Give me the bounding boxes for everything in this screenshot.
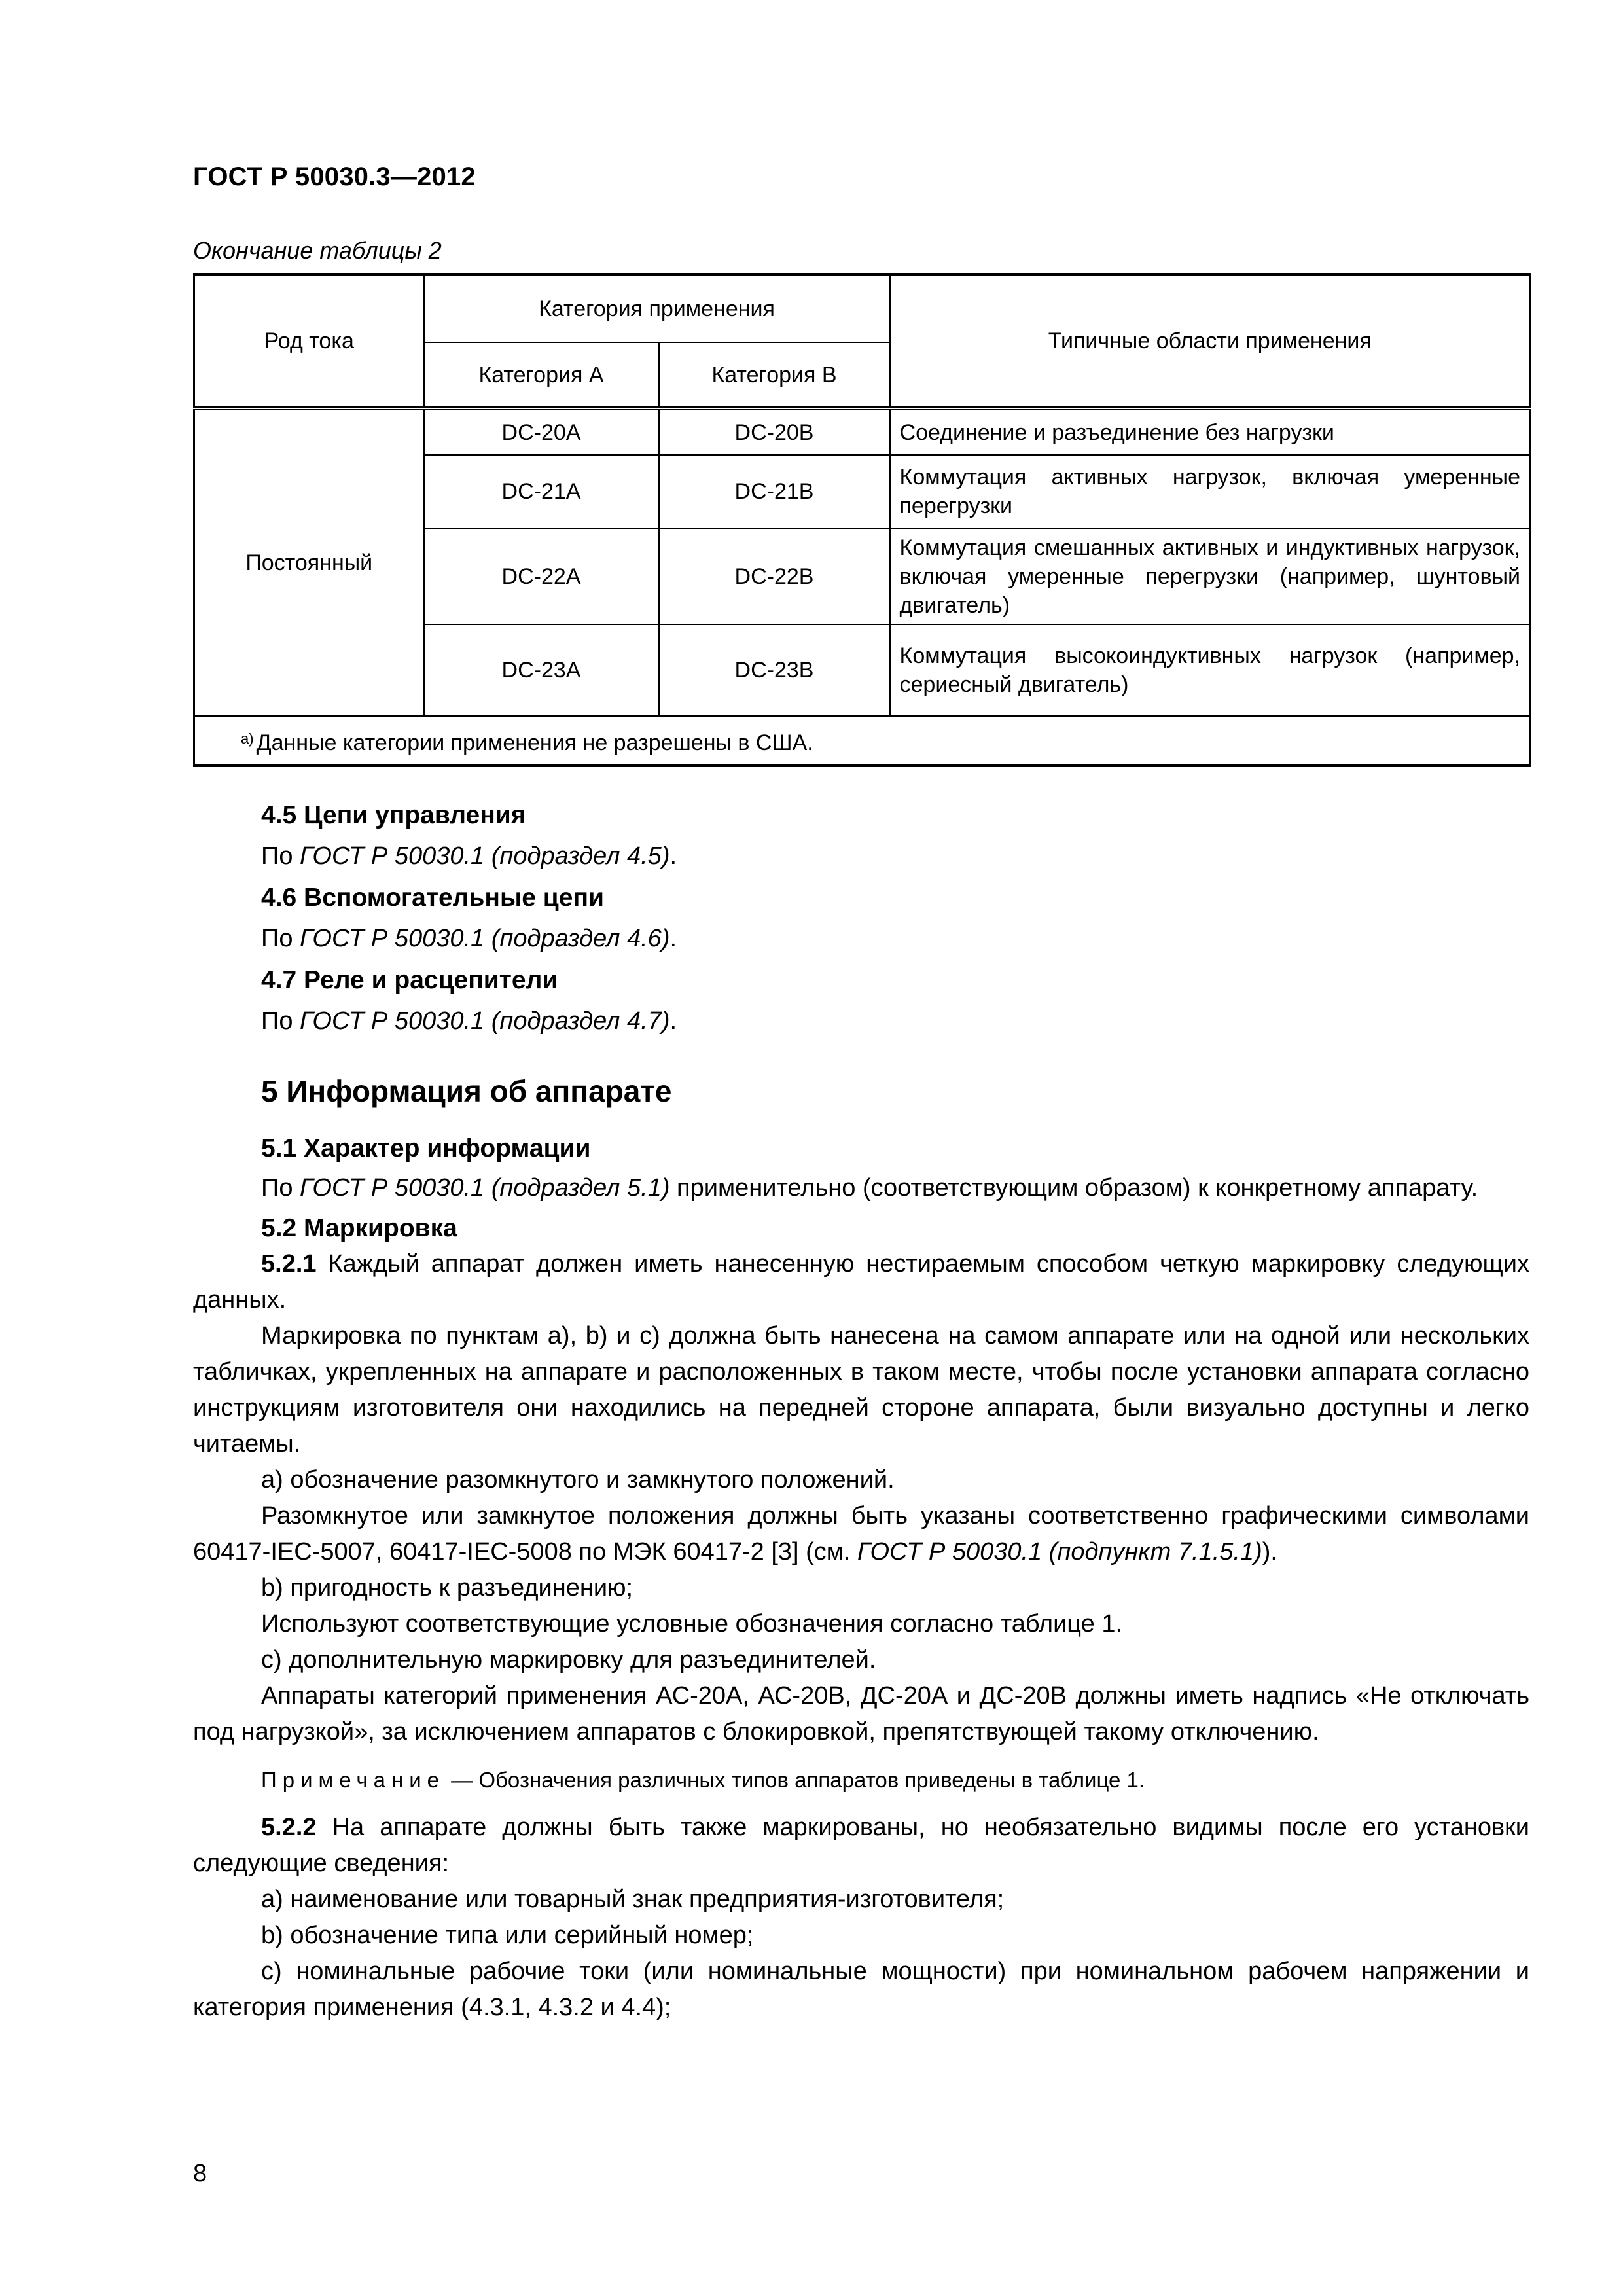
cat-b-cell: DC-22B — [659, 528, 890, 624]
cat-a-cell: DC-21A — [424, 455, 659, 528]
clause-number: 5.2.2 — [261, 1814, 317, 1841]
ref-suffix: . — [669, 1007, 677, 1035]
ref-prefix: По — [261, 925, 300, 952]
text: применительно (соответствующим образом) к конкретному аппарату. — [669, 1174, 1478, 1202]
text: Каждый аппарат должен иметь нанесенную нестираемым способом четкую маркировку следующих данных. — [193, 1250, 1529, 1314]
cat-b-cell: DC-23B — [659, 624, 890, 716]
list-item-c: с) номинальные рабочие токи (или номинальные мощности) при номинальном рабочем напряжении и категория применения (4.3.1, 4.3.2 и 4.4); — [193, 1958, 1529, 2021]
cat-a-cell: DC-23A — [424, 624, 659, 716]
header-category-a: Категория А — [424, 342, 659, 408]
page-number: 8 — [193, 2160, 207, 2187]
current-type-cell: Постоянный — [194, 408, 424, 716]
use-cell: Соединение и разъединение без нагрузки — [890, 408, 1531, 455]
table-row — [194, 408, 1531, 455]
cat-a-cell: DC-20A — [424, 408, 659, 455]
gost-link[interactable]: ГОСТ Р 50030.1 (подраздел 4.5) — [300, 842, 670, 870]
text: По — [261, 1174, 300, 1202]
header-typical-use: Типичные области применения — [890, 274, 1531, 408]
use-cell: Коммутация смешанных активных и индуктивных нагрузок, включая умеренные перегрузки (например, шунтовый двигатель) — [890, 528, 1531, 624]
list-item-a: а) наименование или товарный знак предприятия-изготовителя; — [261, 1886, 1005, 1913]
gost-link[interactable]: ГОСТ Р 50030.1 (подраздел 4.7) — [300, 1007, 670, 1035]
table1-paragraph: Используют соответствующие условные обозначения согласно таблице 1. — [261, 1610, 1123, 1638]
section-4-5-title: 4.5 Цепи управления — [261, 801, 526, 829]
categories-paragraph: Аппараты категорий применения АС-20А, АС-20В, ДС-20А и ДС-20В должны иметь надпись «Не отключать под нагрузкой», за исключением аппаратов с блокировкой, препятствующей такому отключению. — [193, 1682, 1529, 1746]
ref-prefix: По — [261, 842, 300, 870]
footnote-text: Данные категории применения не разрешены в США. — [256, 730, 813, 755]
section-4-7-title: 4.7 Реле и расцепители — [261, 966, 558, 994]
section-4-6-title: 4.6 Вспомогательные цепи — [261, 884, 604, 912]
section-4-6-reference — [193, 921, 1529, 957]
list-item-a: а) обозначение разомкнутого и замкнутого положений. — [261, 1466, 895, 1494]
ref-suffix: . — [669, 842, 677, 870]
table-footnote — [194, 716, 1531, 766]
gost-link[interactable]: ГОСТ Р 50030.1 (подраздел 4.6) — [300, 925, 670, 952]
table-footnote-row — [194, 716, 1531, 766]
subsection-ref: (подраздел 5.1) — [484, 1174, 670, 1202]
section-4-7-reference — [193, 1003, 1529, 1039]
gost-link[interactable]: ГОСТ Р 50030.1 — [300, 1174, 485, 1202]
use-cell: Коммутация высокоиндуктивных нагрузок (например, сериесный двигатель) — [890, 624, 1531, 716]
cat-a-cell: DC-22A — [424, 528, 659, 624]
gost-link[interactable]: ГОСТ Р 50030.1 (подпункт 7.1.5.1) — [857, 1538, 1262, 1566]
marking-paragraph: Маркировка по пунктам а), b) и с) должна быть нанесена на самом аппарате или на одной или нескольких табличках, укрепленных на аппарате и расположенных в таком месте, чтобы после установки аппарата согласно инструкциям изготовителя они находились на передней стороне аппарата, были визуально доступны и легко читаемы. — [193, 1322, 1529, 1458]
section-5-2-title: 5.2 Маркировка — [261, 1214, 457, 1242]
list-item-b: b) обозначение типа или серийный номер; — [261, 1922, 754, 1949]
header-category-b: Категория В — [659, 342, 890, 408]
text: ). — [1262, 1538, 1277, 1566]
footnote-mark: а) — [241, 730, 254, 747]
document-id-header: ГОСТ Р 50030.3—2012 — [193, 162, 476, 191]
header-current-type: Род тока — [194, 274, 424, 408]
text: Разомкнутое или замкнутое положения должны быть указаны соответственно графическими символами 60417-IEC-5007, 60417-IEC-5008 по МЭК 60417-2 [3] (см. — [193, 1502, 1529, 1566]
list-item-b: b) пригодность к разъединению; — [261, 1574, 633, 1602]
symbols-paragraph — [193, 1498, 1529, 1570]
note-label: Примечание — [261, 1768, 446, 1792]
list-item-c: с) дополнительную маркировку для разъединителей. — [261, 1646, 876, 1674]
ref-suffix: . — [669, 925, 677, 952]
sections-4-5-to-4-7 — [193, 797, 1529, 1039]
ref-prefix: По — [261, 1007, 300, 1035]
header-category-group: Категория применения — [424, 274, 890, 342]
section-4-5-reference — [193, 838, 1529, 874]
note — [193, 1762, 1529, 1798]
cat-b-cell: DC-21B — [659, 455, 890, 528]
section-5-2-2-paragraph — [193, 1810, 1529, 1882]
text: На аппарате должны быть также маркированы, но необязательно видимы после его установки следующие сведения: — [193, 1814, 1529, 1877]
section-5 — [193, 1073, 1529, 2026]
section-5-2-1-paragraph — [193, 1246, 1529, 1318]
cat-b-cell: DC-20B — [659, 408, 890, 455]
categories-table — [193, 273, 1531, 767]
section-5-title: 5 Информация об аппарате — [261, 1074, 672, 1108]
note-text: — Обозначения различных типов аппаратов приведены в таблице 1. — [445, 1768, 1145, 1792]
clause-number: 5.2.1 — [261, 1250, 317, 1278]
table-caption: Окончание таблицы 2 — [193, 237, 442, 264]
section-5-1-title: 5.1 Характер информации — [261, 1134, 591, 1162]
use-cell: Коммутация активных нагрузок, включая умеренные перегрузки — [890, 455, 1531, 528]
section-5-1-paragraph — [193, 1170, 1529, 1206]
